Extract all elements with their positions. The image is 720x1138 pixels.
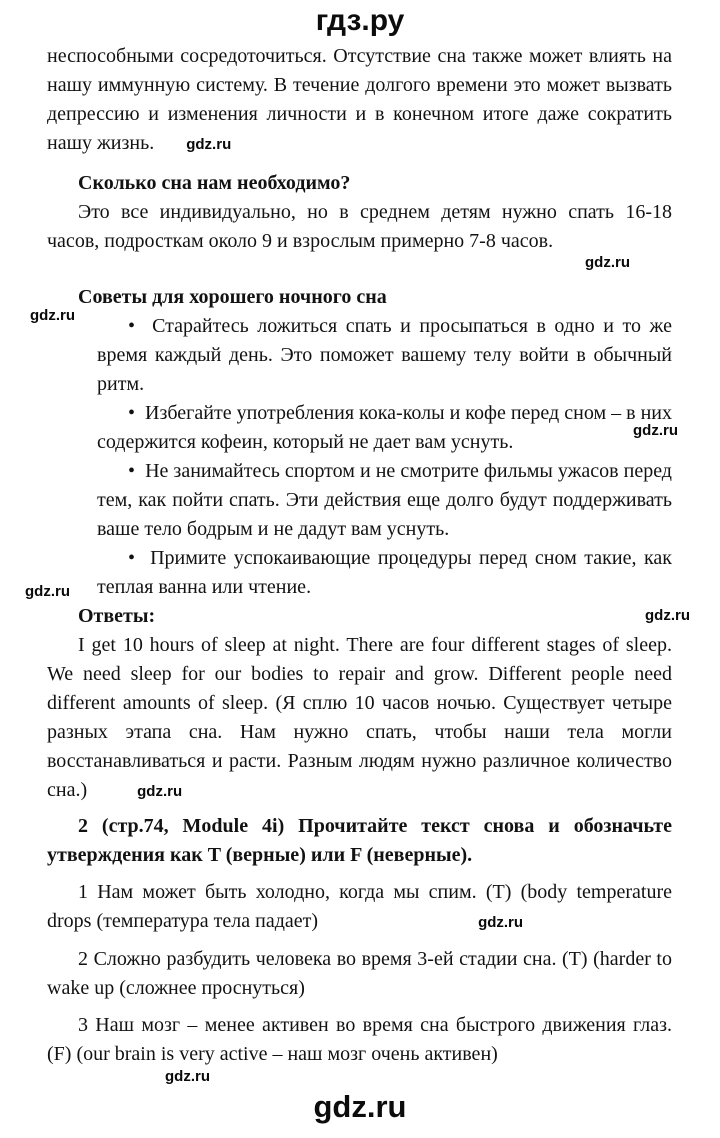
gdz-watermark: gdz.ru <box>30 307 75 324</box>
tip-item: • Не занимайтесь спортом и не смотрите фильмы ужасов перед тем, как пойти спать. Эти действия еще долго будут поддерживать ваше тело бодрым и не дадут вам уснуть. <box>97 457 672 544</box>
gdz-watermark: gdz.ru <box>186 136 232 153</box>
heading-task2: 2 (стр.74, Module 4i) Прочитайте текст снова и обозначьте утверждения как T (верные) или F (неверные). <box>47 815 672 866</box>
task2-item-1-text: 1 Нам может быть холодно, когда мы спим. (T) (body temperature drops (температура тела падает) <box>47 881 672 932</box>
paragraph-how-much-sleep: Это все индивидуально, но в среднем детям нужно спать 16-18 часов, подросткам около 9 и взрослым примерно 7-8 часов. <box>47 201 672 252</box>
gdz-watermark: gdz.ru <box>585 254 630 271</box>
site-header-logo: гдз.ру <box>315 4 405 37</box>
gdz-watermark: gdz.ru <box>478 914 524 931</box>
tips-list <box>47 312 672 602</box>
intro-paragraph <box>47 42 672 159</box>
gdz-watermark: gdz.ru <box>165 1068 210 1085</box>
answers-paragraph-text: I get 10 hours of sleep at night. There are four different stages of sleep. We need sleep for our bodies to repair and grow. Different people need different amounts of sleep. (Я сплю 10 часов ночью. Существует четыре разных этапа сна. Нам нужно спать, чтобы наши тела могли восстанавливаться и расти. Разным людям нужно различное количество сна.) <box>47 634 672 801</box>
task2-item-2: 2 Сложно разбудить человека во время 3-ей стадии сна. (T) (harder to wake up (сложнее проснуться) <box>47 948 672 999</box>
task2-item-3: 3 Наш мозг – менее активен во время сна быстрого движения глаз. (F) (our brain is very active – наш мозг очень активен) <box>47 1014 672 1065</box>
heading-answers: Ответы: <box>78 605 156 627</box>
tip-item: • Примите успокаивающие процедуры перед сном такие, как теплая ванна или чтение. <box>97 544 672 602</box>
gdz-watermark: gdz.ru <box>137 783 183 800</box>
gdz-watermark: gdz.ru <box>633 422 678 439</box>
heading-how-much-sleep: Сколько сна нам необходимо? <box>78 172 351 194</box>
gdz-watermark: gdz.ru <box>25 583 70 600</box>
document-content <box>0 42 720 1069</box>
intro-paragraph-text: неспособными сосредоточиться. Отсутствие сна также может влиять на нашу иммунную систему. В течение долгого времени это может вызвать депрессию и изменения личности и в конечном итоге даже сократить нашу жизнь. <box>47 45 672 154</box>
answers-paragraph <box>47 631 672 806</box>
tip-item: • Избегайте употребления кока-колы и кофе перед сном – в них содержится кофеин, который не дает вам уснуть. <box>97 399 672 457</box>
task2-item-1 <box>47 878 672 937</box>
tip-item: • Старайтесь ложиться спать и просыпаться в одно и то же время каждый день. Это поможет вашему телу войти в обычный ритм. <box>97 312 672 399</box>
site-footer-logo: gdz.ru <box>313 1089 407 1124</box>
gdz-watermark: gdz.ru <box>645 607 690 624</box>
heading-tips: Советы для хорошего ночного сна <box>78 286 387 308</box>
